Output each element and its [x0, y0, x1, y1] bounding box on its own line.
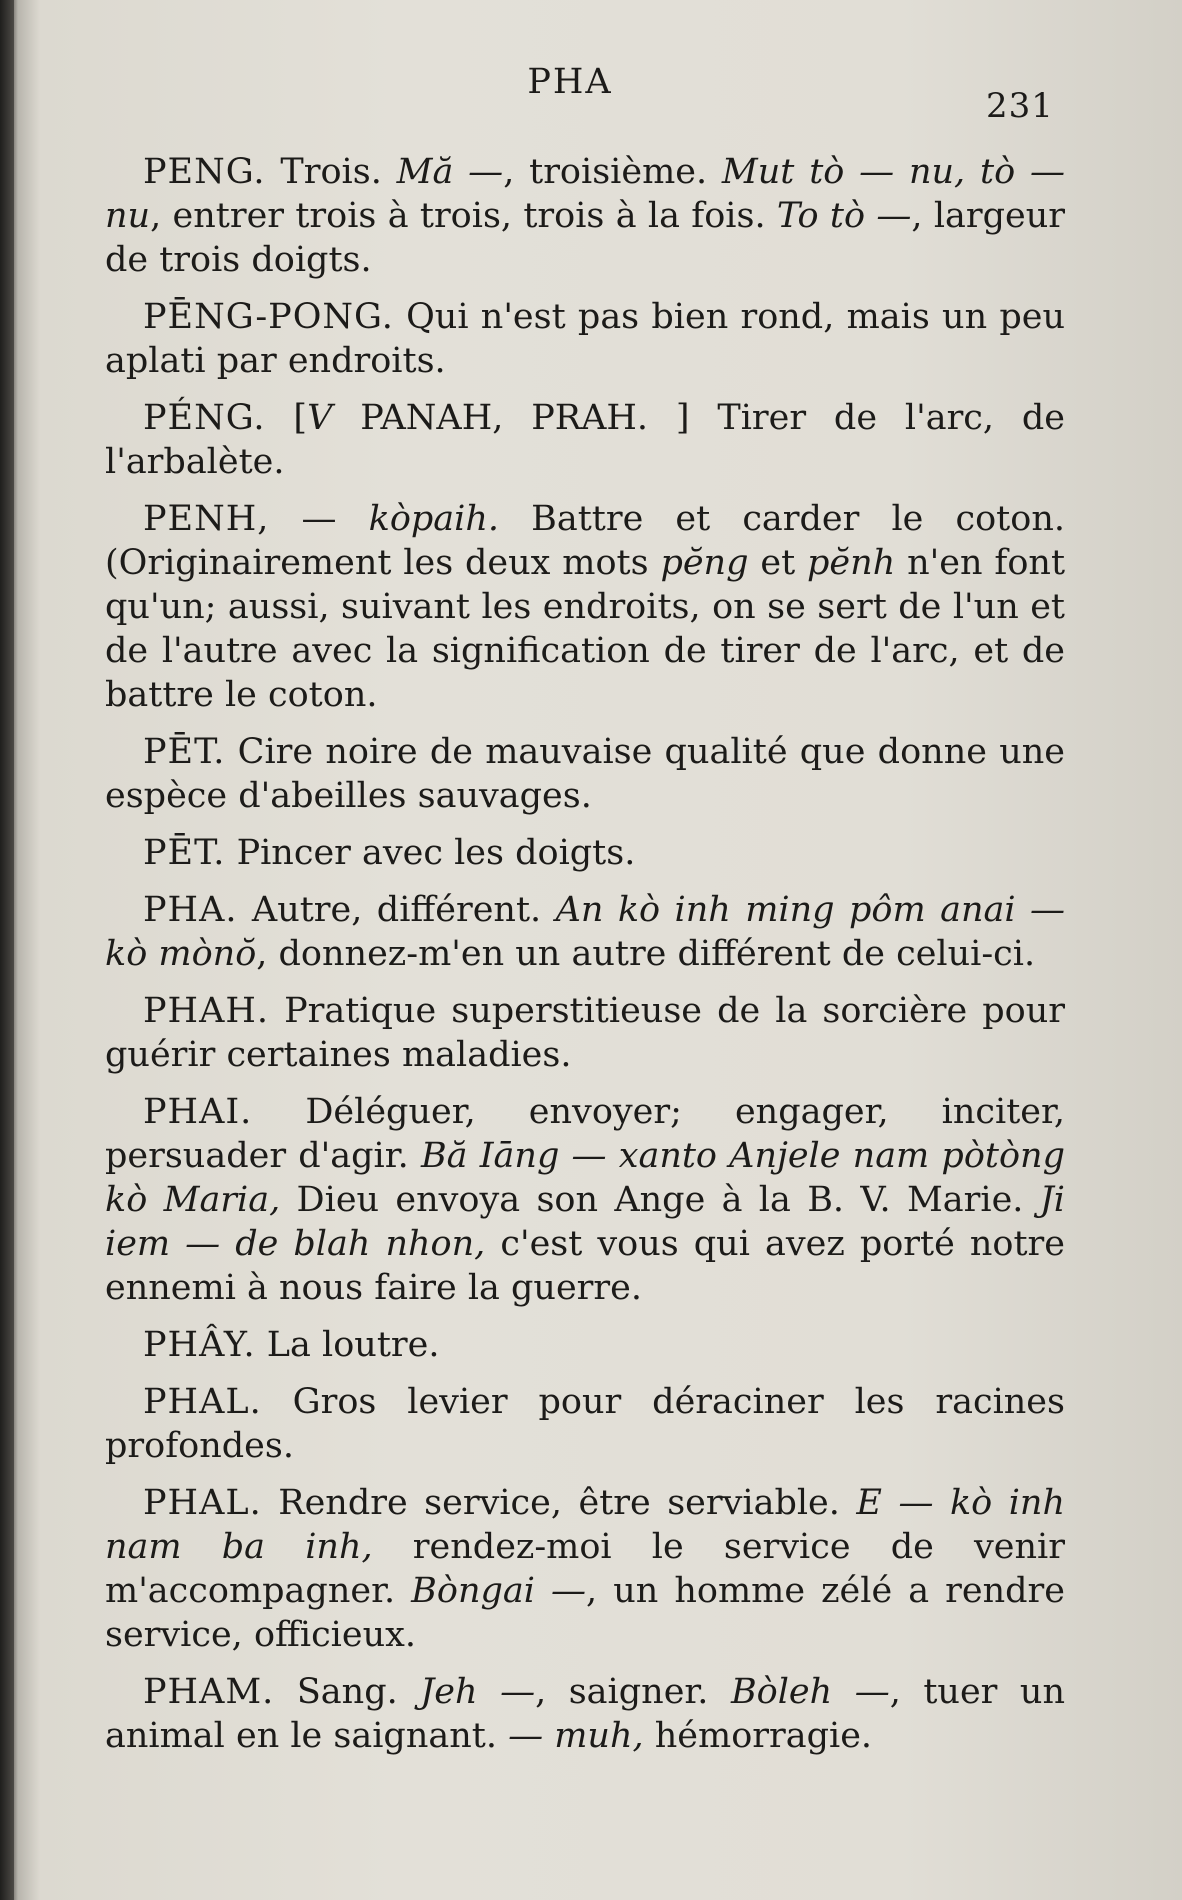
entry-text: , troisième. — [503, 152, 722, 192]
entry-peng-arc — [105, 396, 1065, 484]
entry-text: c'est vous qui avez porté notre ennemi à nous faire la guerre. — [105, 1224, 1065, 1308]
entry-text: rendez-moi le service de venir m'accompagner. — [105, 1527, 1065, 1611]
headword: PĒNG-PONG. — [143, 297, 394, 337]
entry-text: Pratique superstitieuse de la sorcière pour guérir certaines maladies. — [105, 991, 1065, 1075]
entry-text: , saigner. — [535, 1672, 731, 1712]
entry-text: Battre et carder le coton. (Originairement les deux mots — [105, 499, 1065, 583]
example-phrase: Mă — — [396, 152, 504, 192]
entry-text: , tuer un animal en le saignant. — [105, 1672, 1065, 1756]
entry-phal-levier — [105, 1380, 1065, 1468]
headword: PHAH. — [143, 991, 269, 1031]
headword: PHAM. — [143, 1672, 275, 1712]
example-phrase: Jeh — — [420, 1672, 536, 1712]
headword: PHAL. — [143, 1382, 262, 1422]
entry-penh — [105, 497, 1065, 717]
entry-pham — [105, 1670, 1065, 1758]
headword: PHAL. — [143, 1483, 262, 1523]
entry-text: , entrer trois à trois, trois à la fois. — [150, 196, 777, 236]
entry-text: Sang. — [274, 1672, 421, 1712]
entry-text: hémorragie. — [643, 1716, 873, 1756]
headword: PĒT. — [143, 833, 226, 873]
entry-text: et — [748, 543, 808, 583]
headword: PHA. — [143, 890, 238, 930]
entry-pet-cire — [105, 730, 1065, 818]
entry-text: — — [269, 499, 369, 539]
headword: PENG. — [143, 152, 266, 192]
example-phrase: kòpaih. — [368, 499, 500, 539]
entry-text: Rendre service, être serviable. — [261, 1483, 857, 1523]
entry-text: La loutre. — [255, 1325, 440, 1365]
entry-text: PANAH, PRAH. ] Tirer de l'arc, de l'arbalète. — [105, 398, 1065, 482]
example-phrase: Bòleh — — [730, 1672, 890, 1712]
entry-phal-service — [105, 1481, 1065, 1657]
book-gutter — [0, 0, 14, 1900]
example-phrase: An kò inh ming pôm anai — kò mònŏ — [105, 890, 1065, 974]
entry-text: Autre, différent. — [237, 890, 556, 930]
example-phrase: To tò — — [776, 196, 912, 236]
entry-phai — [105, 1090, 1065, 1310]
running-head: PHA — [527, 62, 613, 102]
entry-pha — [105, 888, 1065, 976]
entry-pet-pincer — [105, 831, 1065, 875]
entry-phah — [105, 989, 1065, 1077]
entry-list — [105, 150, 1065, 1771]
entry-text: Qui n'est pas bien rond, mais un peu aplati par endroits. — [105, 297, 1065, 381]
example-phrase: Mut tò — nu, tò — nu — [105, 152, 1065, 236]
example-phrase: pĕnh — [807, 543, 896, 583]
entry-text: Déléguer, envoyer; engager, inciter, persuader d'agir. — [105, 1092, 1065, 1176]
example-phrase: Bòngai — — [411, 1571, 587, 1611]
entry-text: Cire noire de mauvaise qualité que donne une espèce d'abeilles sauvages. — [105, 732, 1065, 816]
entry-text: , largeur de trois doigts. — [105, 196, 1066, 280]
headword: PÉNG. — [143, 398, 266, 438]
headword: PENH, — [143, 499, 270, 539]
entry-text: , donnez-m'en un autre différent de celui-ci. — [256, 934, 1036, 974]
cross-ref-marker: V — [307, 398, 333, 438]
entry-text: Dieu envoya son Ange à la B. V. Marie. — [280, 1180, 1040, 1220]
example-phrase: Ji iem — de blah nhon, — [105, 1180, 1065, 1264]
entry-phay — [105, 1323, 1065, 1367]
entry-text: Pincer avec les doigts. — [225, 833, 636, 873]
entry-peng — [105, 150, 1065, 282]
entry-text: n'en font qu'un; aussi, suivant les endroits, on se sert de l'un et de l'autre avec la signification de tirer de l'arc, et de battre le coton. — [105, 543, 1066, 715]
entry-text: [ — [265, 398, 308, 438]
example-phrase: pĕng — [660, 543, 749, 583]
entry-text: Trois. — [265, 152, 397, 192]
entry-text: Gros levier pour déraciner les racines profondes. — [105, 1382, 1065, 1466]
headword: PHAI. — [143, 1092, 253, 1132]
example-phrase: E — kò inh nam ba inh, — [105, 1483, 1065, 1567]
entry-text: , un homme zélé a rendre service, officieux. — [105, 1571, 1065, 1655]
headword: PHÂY. — [143, 1325, 256, 1365]
page-number: 231 — [986, 86, 1054, 126]
example-phrase: Bă Iāng — xanto Anjele nam pòtòng kò Maria, — [105, 1136, 1065, 1220]
example-phrase: — muh, — [508, 1716, 644, 1756]
entry-peng-pong — [105, 295, 1065, 383]
headword: PĒT. — [143, 732, 226, 772]
